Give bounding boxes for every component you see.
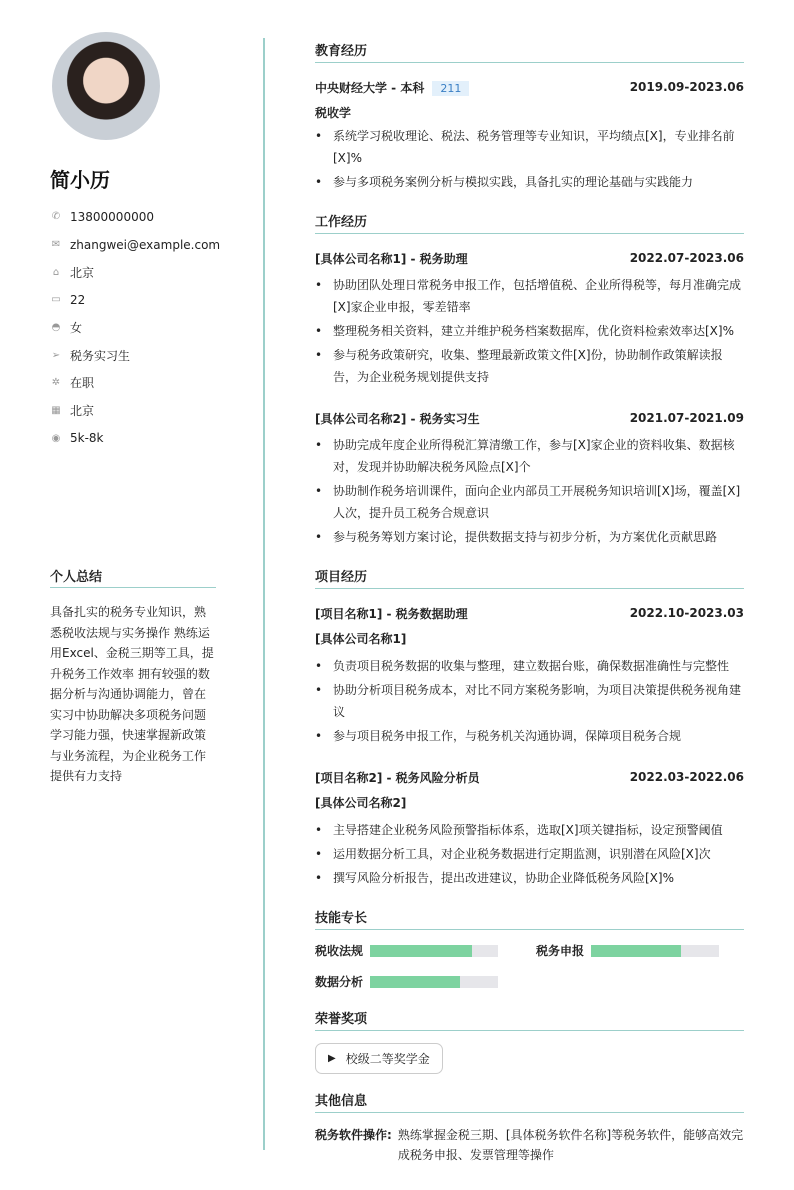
list-item: • 协助团队处理日常税务申报工作，包括增值税、企业所得税等，每月准确完成[X]家企业申报，零差错率 bbox=[315, 274, 744, 318]
contact-item bbox=[50, 314, 220, 342]
skill-bar-fill bbox=[591, 945, 681, 957]
entry-title: [项目名称1] - 税务数据助理 bbox=[315, 606, 468, 621]
award-item bbox=[315, 1043, 443, 1074]
summary-text: 具备扎实的税务专业知识，熟悉税收法规与实务操作 熟练运用Excel、金税三期等工具，提升税务工作效率 拥有较强的数据分析与沟通协调能力，曾在实习中协助解决多项税务问题 学习能力强，快速掌握新政策与业务流程，为企业税务工作提供有力支持 bbox=[50, 605, 214, 783]
avatar bbox=[52, 32, 160, 140]
list-item: • 负责项目税务数据的收集与整理，建立数据台账，确保数据准确性与完整性 bbox=[315, 655, 744, 677]
status-icon: ✲ bbox=[51, 377, 61, 389]
contact-text: 北京 bbox=[70, 265, 95, 280]
skill-bar bbox=[370, 945, 498, 957]
contact-item bbox=[50, 369, 220, 397]
list-item: • 协助完成年度企业所得税汇算清缴工作，参与[X]家企业的资料收集、数据核对，发现并协助解决税务风险点[X]个 bbox=[315, 434, 744, 478]
education-date: 2019.09-2023.06 bbox=[629, 80, 744, 94]
entry-title: [项目名称2] - 税务风险分析员 bbox=[315, 770, 480, 785]
contact-item bbox=[50, 203, 220, 231]
contact-text: 5k-8k bbox=[70, 431, 104, 446]
list-item: • 参与税务政策研究，收集、整理最新政策文件[X]份，协助制作政策解读报告，为企业税务规划提供支持 bbox=[315, 344, 744, 388]
contact-list bbox=[50, 203, 220, 452]
home-icon: ⌂ bbox=[52, 266, 60, 278]
work-entry bbox=[315, 246, 744, 388]
contact-text: 税务实习生 bbox=[70, 348, 131, 363]
award-label: 校级二等奖学金 bbox=[345, 1052, 430, 1066]
list-item: • 运用数据分析工具，对企业税务数据进行定期监测，识别潜在风险[X]次 bbox=[315, 843, 744, 865]
building-icon: ▦ bbox=[51, 405, 61, 417]
entry-date: 2021.07-2021.09 bbox=[629, 411, 744, 425]
cake-icon: ▭ bbox=[51, 294, 61, 306]
list-item: • 协助分析项目税务成本，对比不同方案税务影响，为项目决策提供税务视角建议 bbox=[315, 679, 744, 723]
divider bbox=[263, 38, 265, 1150]
contact-text: 13800000000 bbox=[70, 209, 154, 224]
entry-date: 2022.03-2022.06 bbox=[629, 770, 744, 784]
skill-name: 数据分析 bbox=[315, 975, 364, 989]
list-item: • 参与项目税务申报工作，与税务机关沟通协调，保障项目税务合规 bbox=[315, 725, 744, 747]
list-item: • 参与税务筹划方案讨论，提供数据支持与初步分析，为方案优化贡献思路 bbox=[315, 526, 744, 548]
projects-entry bbox=[315, 601, 744, 747]
main-content bbox=[315, 40, 744, 1165]
skill-item bbox=[315, 942, 536, 959]
entry-company: [具体公司名称2] bbox=[315, 795, 407, 810]
contact-item bbox=[50, 231, 220, 259]
phone-icon: ✆ bbox=[51, 211, 61, 223]
list-item: • 协助制作税务培训课件，面向企业内部员工开展税务知识培训[X]场，覆盖[X]人次，提升员工税务合规意识 bbox=[315, 480, 744, 524]
contact-text: 在职 bbox=[70, 376, 95, 391]
other-title: 其他信息 bbox=[315, 1090, 744, 1113]
skill-bar-fill bbox=[370, 976, 460, 988]
gender-icon: ◓ bbox=[51, 322, 61, 334]
education-entry bbox=[315, 75, 744, 193]
projects-title: 项目经历 bbox=[315, 566, 744, 589]
skill-name: 税收法规 bbox=[315, 944, 364, 958]
contact-text: zhangwei@example.com bbox=[70, 237, 221, 252]
contact-item bbox=[50, 286, 220, 314]
entry-date: 2022.10-2023.03 bbox=[629, 606, 744, 620]
skill-item bbox=[536, 942, 744, 959]
entry-title: [具体公司名称1] - 税务助理 bbox=[315, 251, 468, 266]
list-item: • 整理税务相关资料，建立并维护税务档案数据库，优化资料检索效率达[X]% bbox=[315, 320, 744, 342]
other-text: 熟练掌握金税三期、[具体税务软件名称]等税务软件，能够高效完成税务申报、发票管理等操作 bbox=[397, 1128, 744, 1162]
skill-name: 税务申报 bbox=[536, 944, 585, 958]
major: 税收学 bbox=[315, 105, 352, 120]
work-title: 工作经历 bbox=[315, 211, 744, 234]
salary-icon: ◉ bbox=[51, 432, 61, 444]
other-label: 税务软件操作: bbox=[315, 1128, 392, 1142]
education-title: 教育经历 bbox=[315, 40, 744, 63]
contact-text: 女 bbox=[70, 321, 83, 336]
triangle-icon: ▶ bbox=[328, 1053, 336, 1064]
contact-item bbox=[50, 425, 220, 453]
contact-item bbox=[50, 397, 220, 425]
contact-item bbox=[50, 258, 220, 286]
summary-title: 个人总结 bbox=[50, 566, 216, 588]
mail-icon: ✉ bbox=[51, 239, 61, 251]
skill-bar-fill bbox=[370, 945, 472, 957]
entry-date: 2022.07-2023.06 bbox=[629, 251, 744, 265]
entry-title: [具体公司名称2] - 税务实习生 bbox=[315, 411, 480, 426]
list-item: • 参与多项税务案例分析与模拟实践，具备扎实的理论基础与实践能力 bbox=[315, 171, 744, 193]
school-tag: 211 bbox=[432, 81, 469, 96]
skill-bar bbox=[591, 945, 719, 957]
candidate-name: 简小历 bbox=[50, 168, 110, 192]
contact-text: 22 bbox=[70, 292, 86, 307]
skills-title: 技能专长 bbox=[315, 907, 744, 930]
send-icon: ➢ bbox=[51, 349, 61, 361]
list-item: • 主导搭建企业税务风险预警指标体系，选取[X]项关键指标，设定预警阈值 bbox=[315, 819, 744, 841]
work-entry bbox=[315, 406, 744, 548]
school: 中央财经大学 - 本科 bbox=[315, 80, 425, 95]
other-info bbox=[315, 1125, 744, 1165]
skill-item bbox=[315, 973, 536, 990]
contact-text: 北京 bbox=[70, 404, 95, 419]
awards-title: 荣誉奖项 bbox=[315, 1008, 744, 1031]
entry-company: [具体公司名称1] bbox=[315, 631, 407, 646]
list-item: • 撰写风险分析报告，提出改进建议，协助企业降低税务风险[X]% bbox=[315, 867, 744, 889]
projects-entry bbox=[315, 765, 744, 889]
contact-item bbox=[50, 341, 220, 369]
skill-bar bbox=[370, 976, 498, 988]
list-item: • 系统学习税收理论、税法、税务管理等专业知识，平均绩点[X]，专业排名前[X]% bbox=[315, 125, 744, 169]
